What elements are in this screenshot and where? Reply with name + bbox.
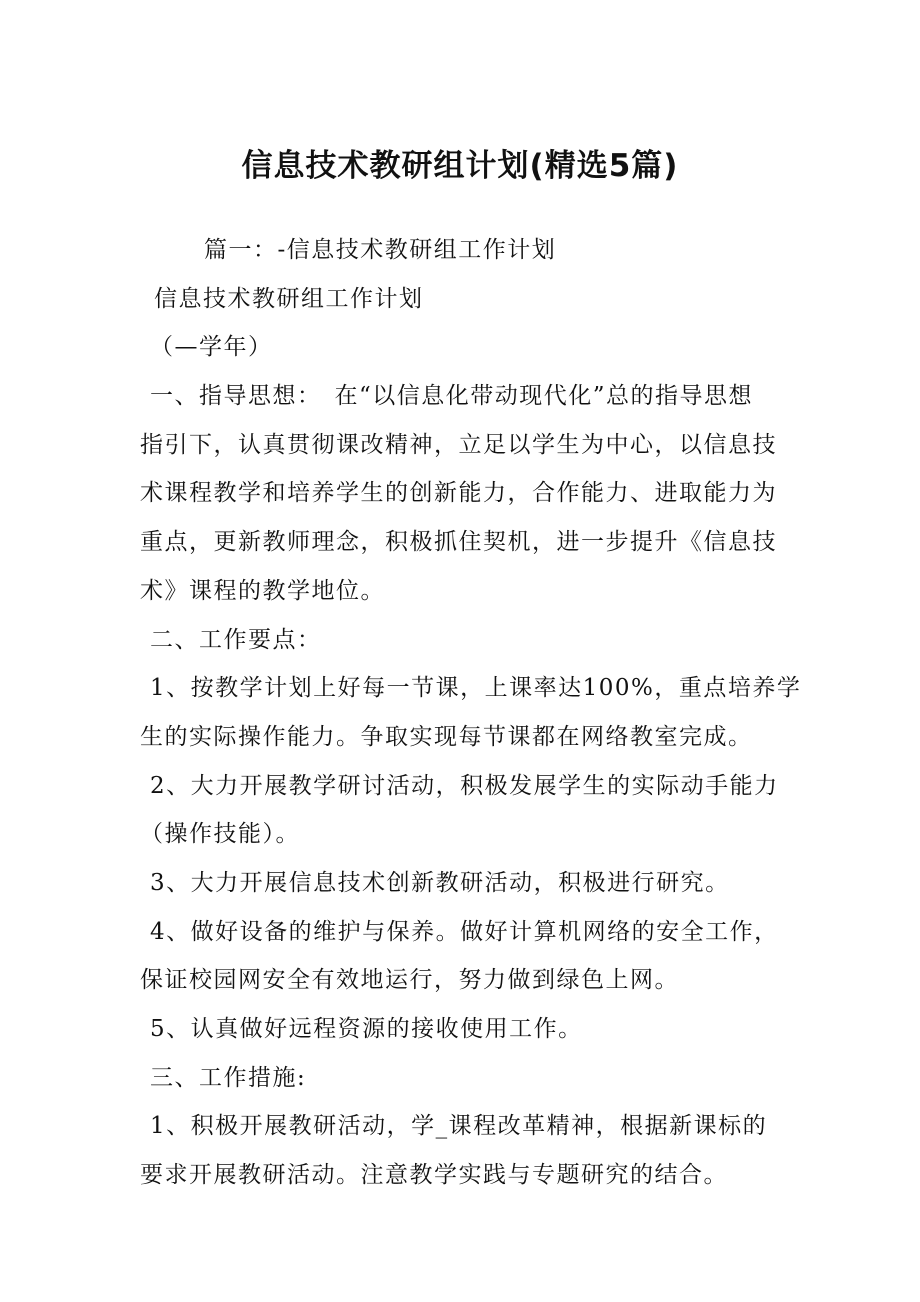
plan-title-line: 信息技术教研组工作计划 bbox=[154, 285, 424, 312]
document-title: 信息技术教研组计划(精选5篇) bbox=[241, 148, 679, 184]
paragraph-line: 生的实际操作能力。争取实现每节课都在网络教室完成。 bbox=[140, 723, 753, 750]
school-year-line: （—学年） bbox=[150, 334, 273, 361]
paragraph-line: 指引下，认真贯彻课改精神，立足以学生为中心，以信息技 bbox=[140, 431, 777, 458]
paragraph-line: 术》课程的教学地位。 bbox=[140, 577, 385, 604]
paragraph-line: （操作技能）。 bbox=[140, 821, 300, 848]
paragraph-line: 5、认真做好远程资源的接收使用工作。 bbox=[150, 1016, 583, 1042]
paragraph-line: 要求开展教研活动。注意教学实践与专题研究的结合。 bbox=[140, 1162, 728, 1189]
paragraph-line: 重点，更新教师理念，积极抓住契机，进一步提升《信息技 bbox=[140, 529, 777, 556]
subsection-heading: 三、工作措施: bbox=[150, 1064, 307, 1091]
paragraph-line: 3、大力开展信息技术创新教研活动，积极进行研究。 bbox=[150, 869, 730, 896]
section-heading: 篇一：-信息技术教研组工作计划 bbox=[204, 237, 557, 263]
paragraph-line: 术课程教学和培养学生的创新能力，合作能力、进取能力为 bbox=[140, 480, 777, 507]
document-body bbox=[140, 226, 800, 1200]
paragraph-line: 1、按教学计划上好每一节课，上课率达100%，重点培养学 bbox=[150, 675, 802, 702]
paragraph-line: 一、指导思想： 在“以信息化带动现代化”总的指导思想 bbox=[150, 383, 754, 410]
paragraph-line: 1、积极开展教研活动，学_课程改革精神，根据新课标的 bbox=[150, 1113, 768, 1140]
subsection-heading: 二、工作要点： bbox=[150, 626, 322, 653]
paragraph-line: 2、大力开展教学研讨活动，积极发展学生的实际动手能力 bbox=[150, 772, 779, 799]
paragraph-line: 保证校园网安全有效地运行，努力做到绿色上网。 bbox=[140, 967, 679, 994]
paragraph-line: 4、做好设备的维护与保养。做好计算机网络的安全工作， bbox=[150, 918, 779, 945]
